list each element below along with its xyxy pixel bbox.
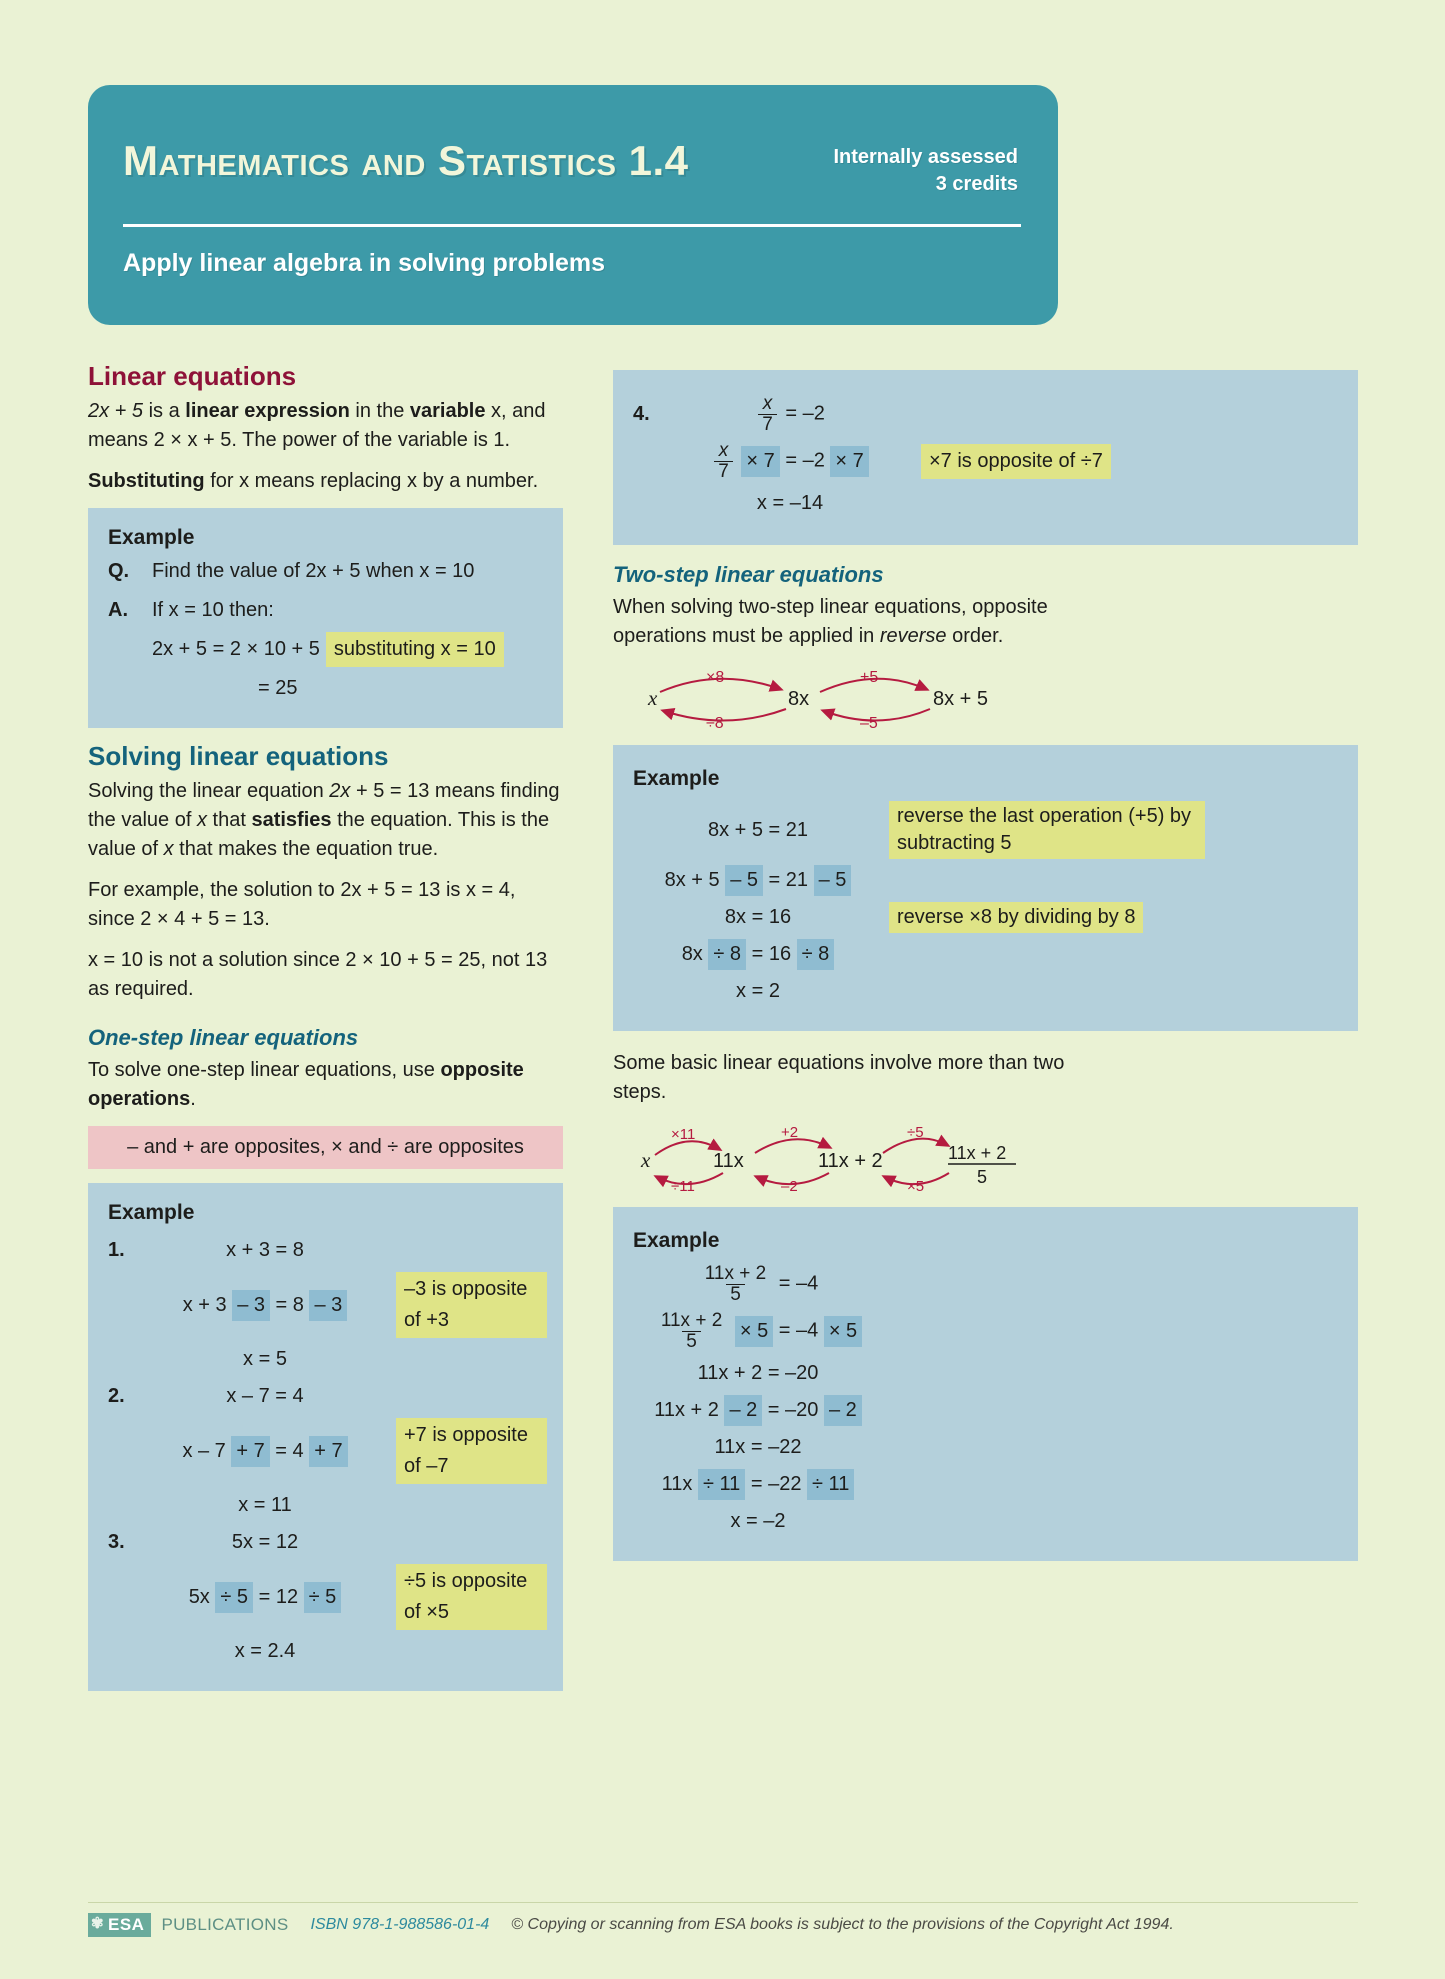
esa-logo: ✾ ESA xyxy=(88,1913,151,1937)
item-2-work: x – 7 + 7 = 4 + 7 xyxy=(140,1436,390,1467)
question-label: Q. xyxy=(108,560,130,583)
right-column xyxy=(613,362,1358,1705)
term-linear-expression: linear expression xyxy=(185,399,350,422)
multi-mid-1: = –4 xyxy=(778,1319,819,1342)
example-box-q4 xyxy=(613,370,1358,545)
one-step-item-3-answer xyxy=(108,1636,547,1667)
svg-text:×8: ×8 xyxy=(706,668,725,686)
svg-text:–5: –5 xyxy=(860,714,878,732)
heading-two-step: Two-step linear equations xyxy=(613,561,884,587)
annotation-reverse-times8: reverse ×8 by dividing by 8 xyxy=(889,902,1143,933)
op-highlight-2a: + 7 xyxy=(231,1436,269,1467)
one-step-item-3-work xyxy=(108,1564,547,1630)
term-substituting: Substituting xyxy=(88,469,205,492)
op-highlight-7a: × 5 xyxy=(735,1316,773,1347)
page-title: Mathematics and Statistics 1.4 xyxy=(123,137,689,184)
svg-text:11x: 11x xyxy=(713,1150,744,1173)
heading-solving-linear-equations: Solving linear equations xyxy=(88,741,389,772)
op-highlight-2b: + 7 xyxy=(309,1436,347,1467)
item-number-1: 1. xyxy=(108,1239,125,1262)
example-label: Example xyxy=(108,525,195,549)
q4-answer: x = –14 xyxy=(756,491,824,514)
one-step-item-1-work xyxy=(108,1272,547,1338)
svg-text:×11: ×11 xyxy=(671,1126,696,1144)
paragraph-opposite-operations xyxy=(88,1056,563,1114)
example-label-multi-step: Example xyxy=(633,1229,720,1253)
paragraph-linear-expression xyxy=(88,397,563,455)
item-2-answer: x = 11 xyxy=(238,1494,292,1517)
fraction-x-over-7: $\frac{x}{7}$ xyxy=(758,394,777,435)
example-box-two-step xyxy=(613,745,1358,1032)
example-work-line-2 xyxy=(108,673,547,704)
svg-text:8x + 5: 8x + 5 xyxy=(933,687,989,710)
svg-text:x: x xyxy=(648,685,658,710)
q4-rhs: = –2 xyxy=(785,402,825,425)
svg-text:+2: +2 xyxy=(781,1124,799,1142)
paragraph-solving-meaning: Solving the linear equation 2x + 5 = 13 means finding the value of x that satisfies the equation. This is the value of x that makes the equation true. xyxy=(88,779,560,860)
term-variable: variable xyxy=(409,399,486,422)
example-answer-row xyxy=(108,595,547,626)
work-equation-2: = 25 xyxy=(258,677,298,700)
svg-text:×5: ×5 xyxy=(907,1178,925,1196)
work-equation-1: 2x + 5 = 2 × 10 + 5 xyxy=(152,638,320,661)
text-power-one: x, and means 2 × x + 5. The power of the variable is 1. xyxy=(88,399,546,451)
example-question-row xyxy=(108,556,547,587)
example-box-substitution xyxy=(88,508,563,729)
item-1-work: x + 3 – 3 = 8 – 3 xyxy=(140,1290,390,1321)
multi-answer: x = –2 xyxy=(730,1509,786,1532)
left-column xyxy=(88,362,563,1705)
text-inthe: in the xyxy=(349,399,410,422)
op-highlight-9b: ÷ 11 xyxy=(807,1469,854,1500)
svg-text:+5: +5 xyxy=(860,668,879,686)
paragraph-substituting xyxy=(88,467,563,496)
annotation-item-1: –3 is opposite of +3 xyxy=(396,1272,547,1338)
two-step-answer-row xyxy=(633,976,1342,1007)
two-step-work-2: 8x ÷ 8 = 16 ÷ 8 xyxy=(633,939,883,970)
paragraph-solution-example: For example, the solution to 2x + 5 = 13 is x = 4, since 2 × 4 + 5 = 13. xyxy=(88,878,516,930)
q4-equation-1 xyxy=(665,394,915,435)
example-box-multi-step xyxy=(613,1207,1358,1560)
op-highlight-1a: – 3 xyxy=(232,1290,270,1321)
credits-block xyxy=(833,140,1018,198)
text-period: . xyxy=(190,1087,196,1110)
multi-line-1 xyxy=(633,1264,1342,1305)
example-label-two-step: Example xyxy=(633,766,720,790)
q4-mid: = –2 xyxy=(785,449,825,472)
op-highlight-4a: × 7 xyxy=(741,446,779,477)
two-step-line-2 xyxy=(633,865,1342,896)
one-step-item-3-start xyxy=(108,1527,547,1558)
paragraph-two-step xyxy=(613,593,1088,651)
term-satisfies: satisfies xyxy=(251,808,332,831)
assessment-type: Internally assessed xyxy=(833,146,1018,168)
op-highlight-6b: ÷ 8 xyxy=(797,939,835,970)
multi-line-6 xyxy=(633,1469,1342,1500)
banner-subtitle: Apply linear algebra in solving problems xyxy=(123,249,606,277)
multi-work-2: 11x + 2 – 2 = –20 – 2 xyxy=(633,1395,883,1426)
multi-work-1 xyxy=(633,1311,883,1352)
op-highlight-9a: ÷ 11 xyxy=(698,1469,745,1500)
one-step-item-1-start xyxy=(108,1235,547,1266)
annotation-reverse-plus5: reverse the last operation (+5) by subtracting 5 xyxy=(889,801,1205,859)
multi-rhs-1: = –4 xyxy=(778,1272,819,1295)
paragraph-not-solution: x = 10 is not a solution since 2 × 10 + 5 = 25, not 13 as required. xyxy=(88,948,548,1000)
annotation-item-3: ÷5 is opposite of ×5 xyxy=(396,1564,547,1630)
isbn-text: ISBN 978-1-988586-01-4 xyxy=(310,1916,490,1933)
annotation-substituting: substituting x = 10 xyxy=(326,632,504,667)
multi-eq-2: 11x + 2 = –20 xyxy=(697,1361,819,1384)
opposites-callout: – and + are opposites, × and ÷ are opposites xyxy=(88,1126,563,1169)
op-highlight-6a: ÷ 8 xyxy=(708,939,746,970)
svg-text:11x + 2: 11x + 2 xyxy=(818,1150,883,1173)
item-3-work: 5x ÷ 5 = 12 ÷ 5 xyxy=(140,1582,390,1613)
text-two-step-a: When solving two-step linear equations, opposite operations must be applied in xyxy=(613,595,1048,647)
multi-line-3 xyxy=(633,1358,1342,1389)
two-step-answer: x = 2 xyxy=(736,980,780,1003)
copyright-notice: © Copying or scanning from ESA books is subject to the provisions of the Copyright Act 1994. xyxy=(511,1916,1174,1933)
answer-label: A. xyxy=(108,599,128,622)
banner-divider xyxy=(123,224,1021,227)
op-highlight-7b: × 5 xyxy=(824,1316,862,1347)
multi-answer-row xyxy=(633,1506,1342,1537)
one-step-item-2-start xyxy=(108,1381,547,1412)
svg-text:11x + 2: 11x + 2 xyxy=(948,1143,1007,1164)
multi-work-3: 11x ÷ 11 = –22 ÷ 11 xyxy=(633,1469,883,1500)
publisher-name: PUBLICATIONS xyxy=(161,1915,289,1934)
page-footer xyxy=(88,1902,1358,1937)
annotation-item-2: +7 is opposite of –7 xyxy=(396,1418,547,1484)
multi-line-2 xyxy=(633,1311,1342,1352)
one-step-item-2-answer xyxy=(108,1490,547,1521)
svg-text:÷5: ÷5 xyxy=(907,1124,924,1142)
op-highlight-5b: – 5 xyxy=(814,865,852,896)
op-highlight-8b: – 2 xyxy=(824,1395,862,1426)
one-step-item-1-answer xyxy=(108,1344,547,1375)
op-highlight-1b: – 3 xyxy=(309,1290,347,1321)
banner-top-row xyxy=(123,137,1018,198)
fraction-11x2-over-5-b: $\frac{11x + 2}{5}$ xyxy=(660,1309,723,1352)
item-1-equation: x + 3 = 8 xyxy=(226,1239,304,1262)
inline-expr-2x5: 2x + 5 xyxy=(88,399,144,422)
two-step-work-1: 8x + 5 – 5 = 21 – 5 xyxy=(633,865,883,896)
annotation-item-4: ×7 is opposite of ÷7 xyxy=(921,444,1111,479)
question-text: Find the value of 2x + 5 when x = 10 xyxy=(152,560,475,583)
item-3-answer: x = 2.4 xyxy=(234,1640,296,1663)
multi-line-5 xyxy=(633,1432,1342,1463)
text-two-step-c: order. xyxy=(946,624,1004,647)
item-3-equation: 5x = 12 xyxy=(231,1531,299,1554)
one-step-item-2-work xyxy=(108,1418,547,1484)
q4-line-1 xyxy=(633,394,1342,435)
q4-line-2 xyxy=(633,441,1342,482)
q4-answer-row xyxy=(633,488,1342,519)
svg-text:8x: 8x xyxy=(788,687,810,710)
text-to-solve: To solve one-step linear equations, use xyxy=(88,1058,441,1081)
content-columns xyxy=(88,362,1358,1705)
op-highlight-5a: – 5 xyxy=(725,865,763,896)
text-isa: is a xyxy=(143,399,186,422)
credit-count: 3 credits xyxy=(935,173,1018,195)
heading-linear-equations: Linear equations xyxy=(88,361,297,391)
svg-text:x: x xyxy=(641,1148,651,1173)
item-2-equation: x – 7 = 4 xyxy=(226,1385,304,1408)
example-work-line-1 xyxy=(108,632,547,667)
two-step-line-1 xyxy=(633,801,1342,859)
multi-line-4 xyxy=(633,1395,1342,1426)
q4-work xyxy=(665,441,915,482)
item-number-3: 3. xyxy=(108,1531,125,1554)
two-step-eq-2: 8x = 16 xyxy=(724,906,792,929)
example-box-one-step xyxy=(88,1183,563,1692)
item-1-answer: x = 5 xyxy=(243,1348,287,1371)
op-highlight-3b: ÷ 5 xyxy=(304,1582,342,1613)
term-opposite-operations: opposite operations xyxy=(88,1058,524,1110)
op-highlight-8a: – 2 xyxy=(724,1395,762,1426)
paragraph-more-steps: Some basic linear equations involve more than two steps. xyxy=(613,1052,1065,1104)
item-number-2: 2. xyxy=(108,1385,125,1408)
two-step-eq-1: 8x + 5 = 21 xyxy=(707,818,809,841)
heading-one-step: One-step linear equations xyxy=(88,1024,359,1050)
arrow-diagram-multi-step xyxy=(613,1121,1358,1197)
svg-text:5: 5 xyxy=(977,1167,988,1188)
multi-eq-1 xyxy=(633,1264,883,1305)
op-highlight-4b: × 7 xyxy=(830,446,868,477)
fraction-11x2-over-5-a: $\frac{11x + 2}{5}$ xyxy=(704,1263,767,1305)
example-label-one-step: Example xyxy=(108,1200,195,1224)
two-step-line-3 xyxy=(633,902,1342,933)
answer-text: If x = 10 then: xyxy=(152,599,274,622)
text-substituting-def: for x means replacing x by a number. xyxy=(204,469,539,492)
fraction-x-over-7-work: $\frac{x}{7}$ xyxy=(714,441,733,482)
term-reverse: reverse xyxy=(879,624,947,647)
item-number-4: 4. xyxy=(633,402,650,425)
two-step-line-4 xyxy=(633,939,1342,970)
svg-text:–2: –2 xyxy=(781,1178,798,1196)
svg-text:÷11: ÷11 xyxy=(671,1178,695,1196)
op-highlight-3a: ÷ 5 xyxy=(215,1582,253,1613)
title-banner xyxy=(88,85,1058,325)
svg-text:÷8: ÷8 xyxy=(706,714,724,732)
arrow-diagram-two-step xyxy=(613,665,1358,735)
multi-eq-3: 11x = –22 xyxy=(714,1435,802,1458)
